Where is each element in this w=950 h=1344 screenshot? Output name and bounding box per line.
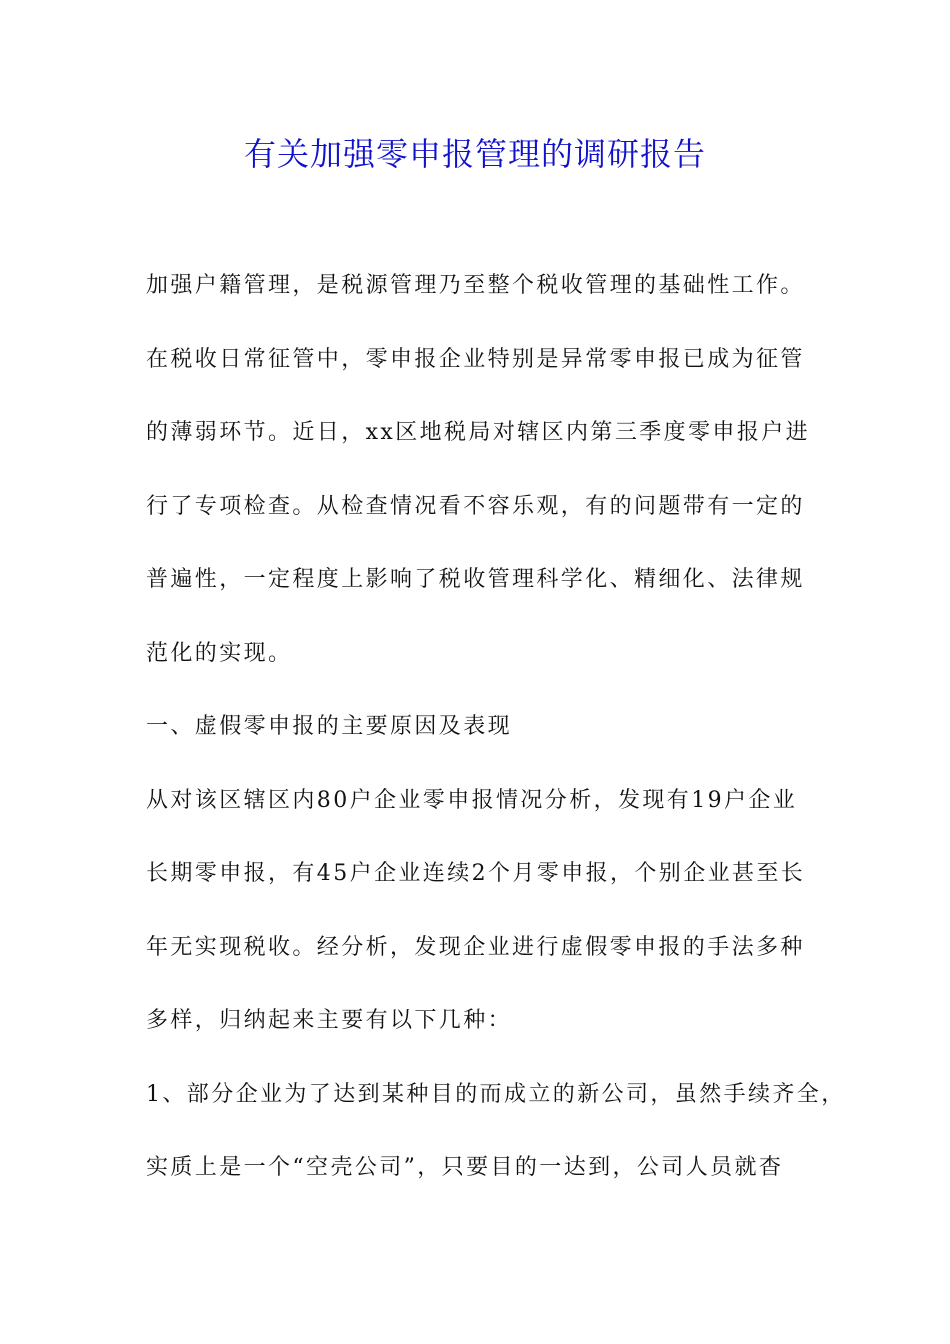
body-line: 范化的实现。 xyxy=(146,640,293,666)
list-item-line: 实质上是一个“空壳公司”，只要目的一达到，公司人员就杳 xyxy=(146,1155,784,1180)
section-heading: 一、虚假零申报的主要原因及表现 xyxy=(146,714,513,739)
body-line: 多样，归纳起来主要有以下几种： xyxy=(146,1008,513,1033)
body-line: 在税收日常征管中，零申报企业特别是异常零申报已成为征管 xyxy=(146,346,805,372)
body-line: 加强户籍管理，是税源管理乃至整个税收管理的基础性工作。 xyxy=(146,273,805,298)
document-body xyxy=(146,262,846,1218)
body-line: 的薄弱环节。近日，xx区地税局对辖区内第三季度零申报户进 xyxy=(146,420,811,445)
body-line: 从对该区辖区内80户企业零申报情况分析，发现有19户企业 xyxy=(146,787,798,813)
document-title: 有关加强零申报管理的调研报告 xyxy=(243,135,706,173)
body-line: 普遍性，一定程度上影响了税收管理科学化、精细化、法律规 xyxy=(146,567,805,592)
list-item-line: 1、部分企业为了达到某种目的而成立的新公司，虽然手续齐全， xyxy=(146,1081,846,1107)
body-line: 行了专项检查。从检查情况看不容乐观，有的问题带有一定的 xyxy=(146,493,805,519)
body-line: 长期零申报，有45户企业连续2个月零申报，个别企业甚至长 xyxy=(146,861,806,886)
body-line: 年无实现税收。经分析，发现企业进行虚假零申报的手法多种 xyxy=(146,934,805,960)
